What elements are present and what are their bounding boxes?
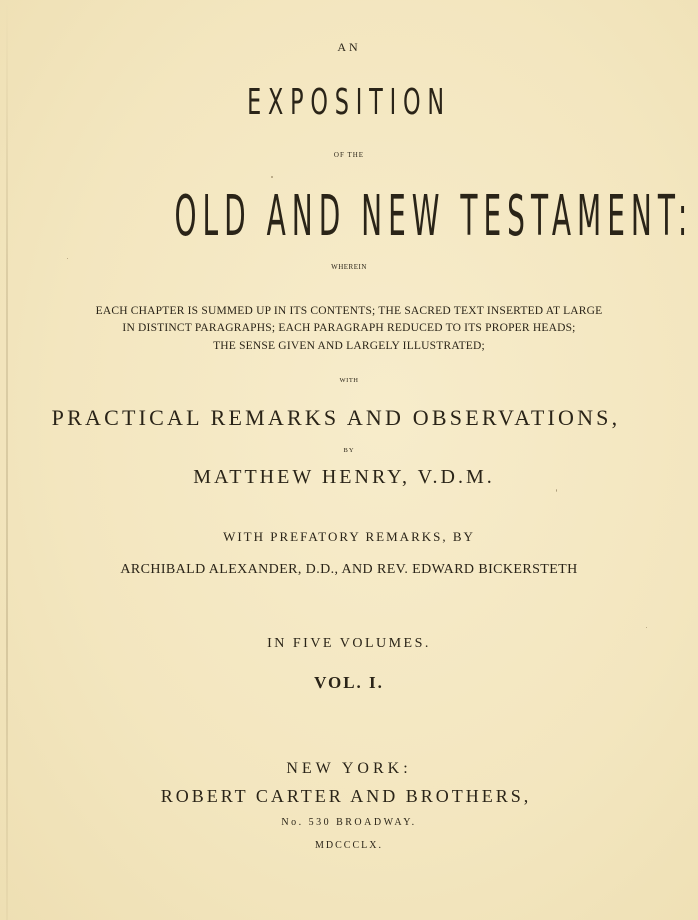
author-name: MATTHEW HENRY, V.D.M. [193, 466, 495, 488]
with-text: WITH [339, 377, 359, 384]
paper-speck [271, 176, 273, 178]
volumes-text: IN FIVE VOLUMES. [267, 636, 431, 651]
description-line-2: IN DISTINCT PARAGRAPHS; EACH PARAGRAPH REDUCED TO ITS PROPER HEADS; [122, 322, 576, 334]
imprint-year: MDCCCLX. [315, 840, 383, 851]
heading-exposition: EXPOSITION [247, 82, 451, 123]
paper-speck [646, 627, 647, 628]
page-edge [6, 0, 8, 920]
imprint-address: No. 530 BROADWAY. [281, 817, 417, 828]
imprint-publisher: ROBERT CARTER AND BROTHERS, [160, 786, 532, 806]
description-line-3: THE SENSE GIVEN AND LARGELY ILLUSTRATED; [213, 340, 485, 352]
wherein-text: WHEREIN [331, 263, 367, 271]
article-an: AN [337, 40, 361, 54]
of-the-text: OF THE [333, 151, 365, 159]
prefatory-text: WITH PREFATORY REMARKS, BY [223, 529, 475, 544]
main-title: OLD AND NEW TESTAMENT: [174, 184, 694, 249]
subtitle: PRACTICAL REMARKS AND OBSERVATIONS, [51, 405, 621, 430]
by-text: BY [343, 447, 355, 454]
volume-number: VOL. I. [314, 673, 384, 692]
description-line-1: EACH CHAPTER IS SUMMED UP IN ITS CONTENTS; THE SACRED TEXT INSERTED AT LARGE [95, 305, 603, 317]
paper-speck [556, 489, 557, 492]
contributors-text: ARCHIBALD ALEXANDER, D.D., AND REV. EDWARD BICKERSTETH [120, 562, 578, 577]
imprint-city: NEW YORK: [286, 760, 412, 777]
paper-speck [67, 258, 68, 259]
